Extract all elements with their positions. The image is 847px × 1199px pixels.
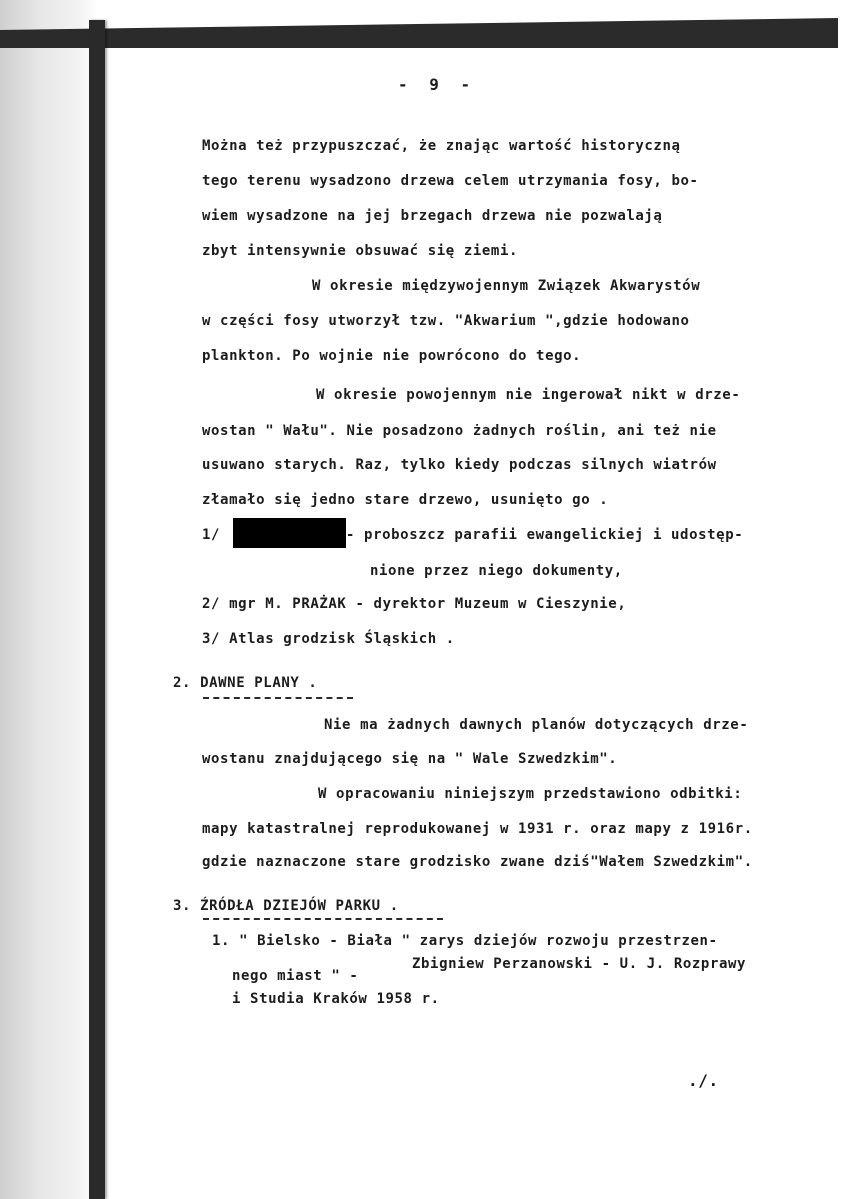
paragraph-1-line-3: wiem wysadzone na jej brzegach drzewa nie pozwalają — [202, 208, 663, 224]
paragraph-3-line-4: złamało się jedno stare drzewo, usunięto go . — [202, 492, 609, 508]
source-2: 2/ mgr M. PRAŻAK - dyrektor Muzeum w Cieszynie, — [202, 596, 627, 612]
paragraph-2-line-3: plankton. Po wojnie nie powrócono do tego. — [202, 348, 582, 364]
redaction-block — [233, 518, 346, 548]
section-2-heading: 2. DAWNE PLANY . — [173, 675, 318, 691]
section-3-heading-underline — [203, 918, 443, 920]
section-2-heading-underline — [203, 697, 353, 699]
paragraph-2-line-2: w części fosy utworzył tzw. "Akwarium ",gdzie hodowano — [202, 313, 690, 329]
paragraph-1-line-4: zbyt intensywnie obsuwać się ziemi. — [202, 243, 519, 259]
section-2-line-3: W opracowaniu niniejszym przedstawiono odbitki: — [318, 786, 743, 802]
paragraph-1-line-2: tego terenu wysadzono drzewa celem utrzymania fosy, bo- — [202, 173, 699, 189]
paragraph-2-line-1: W okresie międzywojennym Związek Akwarystów — [312, 278, 701, 294]
section-3-item-1-line-2b: Zbigniew Perzanowski - U. J. Rozprawy — [412, 956, 747, 972]
scan-binding-edge — [89, 20, 105, 1199]
paragraph-3-line-1: W okresie powojennym nie ingerował nikt w drze- — [316, 387, 741, 403]
section-2-line-1: Nie ma żadnych dawnych planów dotyczących drze- — [324, 717, 749, 733]
paragraph-1-line-1: Można też przypuszczać, że znając wartość historyczną — [202, 138, 681, 154]
section-2-line-4: mapy katastralnej reprodukowanej w 1931 r. oraz mapy z 1916r. — [202, 821, 753, 837]
paragraph-3-line-2: wostan " Wału". Nie posadzono żadnych roślin, ani też nie — [202, 423, 717, 439]
paragraph-3-line-3: usuwano starych. Raz, tylko kiedy podczas silnych wiatrów — [202, 457, 717, 473]
section-2-line-2: wostanu znajdującego się na " Wale Szwedzkim". — [202, 751, 618, 767]
source-3: 3/ Atlas grodzisk Śląskich . — [202, 631, 455, 647]
source-1-continuation: nione przez niego dokumenty, — [370, 563, 623, 579]
section-2-line-5: gdzie naznaczone stare grodzisko zwane dziś"Wałem Szwedzkim". — [202, 854, 753, 870]
section-3-heading: 3. ŹRÓDŁA DZIEJÓW PARKU . — [173, 898, 399, 914]
section-3-item-1-line-1: 1. " Bielsko - Biała " zarys dziejów rozwoju przestrzen- — [212, 933, 718, 949]
section-3-item-1-line-3: i Studia Kraków 1958 r. — [232, 991, 440, 1007]
page-number: - 9 - — [398, 75, 477, 94]
source-1-text: - proboszcz parafii ewangelickiej i udostęp- — [346, 527, 744, 543]
source-1-number: 1/ — [202, 527, 221, 543]
section-3-item-1-line-2a: nego miast " - — [232, 968, 359, 984]
continuation-mark: ./. — [688, 1071, 719, 1090]
scan-margin-shadow — [0, 0, 98, 1199]
scan-top-edge — [0, 18, 838, 48]
